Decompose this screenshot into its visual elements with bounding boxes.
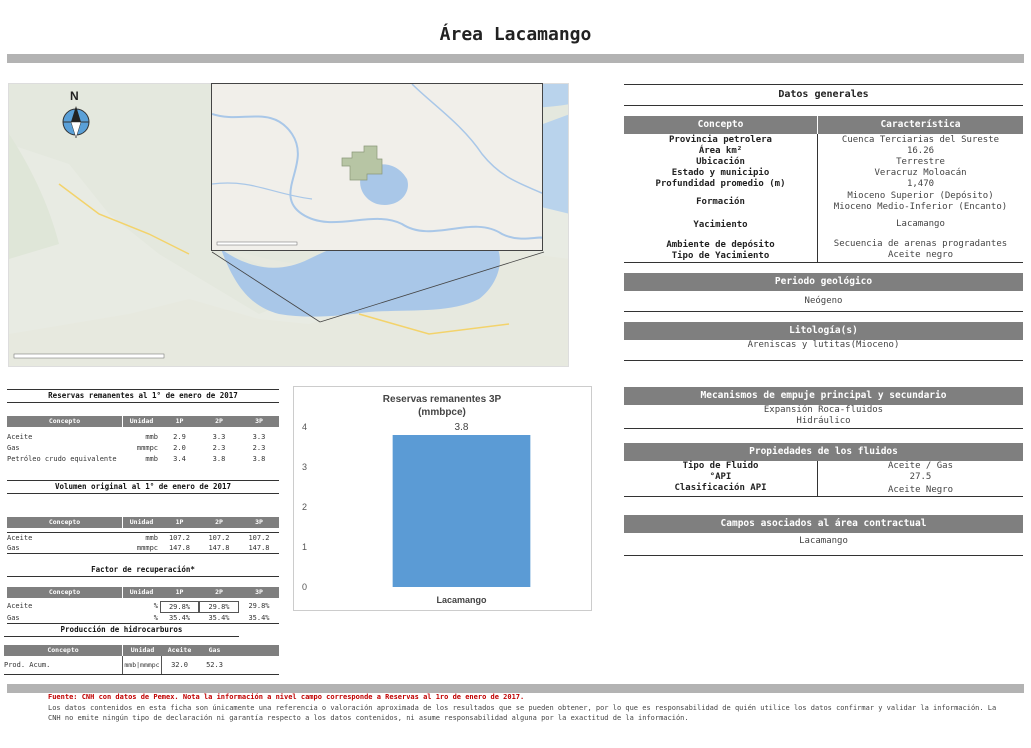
general-value: 1,470 bbox=[906, 179, 935, 189]
header-1p: 1P bbox=[175, 518, 184, 526]
general-key: Estado y municipio bbox=[671, 168, 770, 178]
cell: mmb|mmmpc bbox=[122, 656, 162, 674]
factor-title: Factor de recuperación* bbox=[7, 564, 279, 577]
cell: 3.3 bbox=[212, 433, 226, 441]
cell: 147.8 bbox=[168, 544, 191, 552]
header-concepto: Concepto bbox=[47, 646, 79, 654]
cell: Aceite bbox=[7, 602, 33, 610]
header-unidad: Unidad bbox=[122, 587, 160, 598]
chart-title: Reservas remanentes 3P bbox=[382, 394, 502, 405]
general-value: Mioceno Superior (Depósito) bbox=[847, 191, 994, 201]
general-key: Provincia petrolera bbox=[669, 135, 772, 145]
cell: mmmpc bbox=[136, 444, 158, 452]
produccion-header bbox=[4, 645, 279, 656]
category-label: Lacamango bbox=[436, 595, 487, 605]
bar-data-label: 3.8 bbox=[454, 422, 469, 433]
volumen-header bbox=[7, 517, 279, 528]
mecanismos-panel bbox=[624, 387, 1023, 429]
campos-panel bbox=[624, 515, 1023, 556]
general-value: Cuenca Terciarias del Sureste bbox=[841, 135, 1000, 145]
cell: Gas bbox=[7, 544, 20, 552]
table-row bbox=[4, 656, 279, 675]
mecanismos-value-2: Hidráulico bbox=[796, 416, 851, 426]
fluidos-title: Propiedades de los fluidos bbox=[624, 443, 1023, 461]
header-2p: 2P bbox=[215, 588, 223, 596]
factor-table bbox=[7, 564, 279, 624]
general-value: 16.26 bbox=[906, 146, 935, 156]
cell: 29.8% bbox=[248, 602, 270, 610]
cell: 29.8% bbox=[160, 601, 199, 613]
cell: Prod. Acum. bbox=[4, 661, 51, 669]
footer-source: Fuente: CNH con datos de Pemex. Nota la información a nivel campo corresponde a Reservas al 1ro de enero de 2017. bbox=[48, 693, 525, 701]
header-unidad: Unidad bbox=[122, 517, 160, 528]
general-key: Ambiente de depósito bbox=[666, 240, 775, 250]
fluido-value: Aceite / Gas bbox=[887, 461, 954, 471]
cell: 32.0 bbox=[171, 661, 188, 669]
cell: mmb bbox=[145, 433, 158, 441]
general-key: Ubicación bbox=[696, 157, 745, 167]
factor-header bbox=[7, 587, 279, 598]
bottom-divider bbox=[7, 684, 1024, 693]
header-concepto: Concepto bbox=[48, 417, 81, 425]
header-2p: 2P bbox=[215, 417, 223, 425]
header-concepto: Concepto bbox=[48, 518, 81, 526]
table-row bbox=[7, 533, 279, 543]
reservas-table bbox=[7, 389, 279, 465]
y-tick-label: 2 bbox=[302, 502, 308, 512]
cell: Aceite bbox=[7, 534, 33, 542]
campos-title: Campos asociados al área contractual bbox=[624, 515, 1023, 533]
chart-svg bbox=[294, 387, 591, 610]
header-unidad: Unidad bbox=[122, 416, 160, 427]
campos-value: Lacamango bbox=[799, 536, 848, 546]
cell: Aceite bbox=[7, 433, 33, 441]
table-row bbox=[7, 432, 279, 443]
table-row bbox=[7, 601, 279, 613]
table-row bbox=[7, 543, 279, 554]
header-concepto: Concepto bbox=[48, 588, 81, 596]
cell: % bbox=[153, 614, 158, 622]
cell: 2.9 bbox=[173, 433, 186, 441]
general-value: Terrestre bbox=[896, 157, 945, 167]
fluido-key: Clasificación API bbox=[674, 483, 767, 493]
volumen-table bbox=[7, 480, 279, 554]
cell: 107.2 bbox=[248, 534, 270, 542]
top-divider bbox=[7, 54, 1024, 63]
header-2p: 2P bbox=[215, 518, 223, 526]
volumen-title: Volumen original al 1° de enero de 2017 bbox=[7, 480, 279, 494]
cell: mmb bbox=[145, 534, 158, 542]
general-key: Área km² bbox=[698, 146, 743, 156]
footer-disclaimer: Los datos contenidos en esta ficha son únicamente una referencia o valoración aproximada de los resultados que se pueden obtener, por lo que es responsabilidad de quién utilice los datos confirmar y validar la información. La CNH no emite ningún tipo de declaración ni garantía respecto a los datos contenidos, ni asume responsabilidad alguna por la exactitud de la información. bbox=[48, 704, 997, 722]
general-title: Datos generales bbox=[778, 89, 869, 100]
general-value: Veracruz Moloacán bbox=[874, 168, 967, 178]
cell: 107.2 bbox=[208, 534, 230, 542]
reservas-title: Reservas remanentes al 1° de enero de 2017 bbox=[7, 389, 279, 403]
cell: 35.4% bbox=[208, 614, 230, 622]
produccion-table bbox=[4, 624, 279, 675]
cell: 147.8 bbox=[248, 544, 270, 552]
y-tick-label: 0 bbox=[302, 582, 308, 592]
y-tick-label: 4 bbox=[302, 422, 308, 432]
mecanismos-title: Mecanismos de empuje principal y secundario bbox=[624, 387, 1023, 405]
header-3p: 3P bbox=[255, 417, 263, 425]
cell: 29.8% bbox=[199, 601, 239, 613]
fluido-key: Tipo de Fluido bbox=[682, 461, 759, 471]
cell: 35.4% bbox=[168, 614, 191, 622]
litologia-panel bbox=[624, 322, 1023, 361]
fluido-key: °API bbox=[709, 472, 732, 482]
cell: 2.3 bbox=[212, 444, 226, 452]
cell: mmb bbox=[145, 455, 158, 463]
cell: 3.8 bbox=[252, 455, 266, 463]
general-key: Formación bbox=[696, 197, 745, 207]
table-row bbox=[7, 454, 279, 465]
header-unidad: Unidad bbox=[122, 645, 162, 656]
y-tick-label: 3 bbox=[302, 462, 308, 472]
cell: % bbox=[153, 602, 158, 610]
fluido-value: 27.5 bbox=[909, 472, 932, 482]
cell: Gas bbox=[7, 614, 20, 622]
cell: 3.3 bbox=[252, 433, 266, 441]
general-key: Profundidad promedio (m) bbox=[655, 179, 786, 189]
col-caracteristica: Característica bbox=[817, 116, 1023, 134]
table-row bbox=[7, 443, 279, 454]
periodo-title: Periodo geológico bbox=[624, 273, 1023, 291]
litologia-title: Litología(s) bbox=[624, 322, 1023, 340]
col-concepto: Concepto bbox=[697, 119, 744, 130]
cell: 3.8 bbox=[212, 455, 226, 463]
litologia-value: Areniscas y lutitas(Mioceno) bbox=[747, 340, 900, 350]
header-3p: 3P bbox=[255, 518, 263, 526]
periodo-panel bbox=[624, 273, 1023, 312]
inset-graphic bbox=[212, 84, 543, 251]
header-aceite: Aceite bbox=[167, 646, 192, 654]
general-key: Yacimiento bbox=[693, 220, 748, 230]
general-value: Lacamango bbox=[896, 219, 945, 229]
cell: 147.8 bbox=[208, 544, 230, 552]
cell: 107.2 bbox=[168, 534, 191, 542]
datos-generales-panel bbox=[624, 84, 1023, 263]
header-3p: 3P bbox=[255, 588, 263, 596]
header-1p: 1P bbox=[175, 417, 184, 425]
cell: 2.3 bbox=[252, 444, 266, 452]
cell: Petróleo crudo equivalente bbox=[7, 455, 117, 463]
general-value: Secuencia de arenas progradantes bbox=[833, 239, 1008, 249]
fluido-value: Aceite Negro bbox=[887, 485, 954, 495]
fluidos-panel bbox=[624, 443, 1023, 497]
reservas-3p-chart bbox=[293, 386, 592, 611]
general-value: Mioceno Medio-Inferior (Encanto) bbox=[833, 202, 1008, 212]
reservas-header bbox=[7, 416, 279, 427]
general-key: Tipo de Yacimiento bbox=[671, 251, 770, 261]
bar bbox=[393, 435, 531, 587]
cell: 3.4 bbox=[173, 455, 186, 463]
north-label: N bbox=[70, 89, 79, 103]
chart-subtitle: (mmbpce) bbox=[418, 407, 466, 418]
cell: mmmpc bbox=[136, 544, 158, 552]
scale-bar bbox=[14, 354, 164, 358]
inset-map[interactable] bbox=[211, 83, 543, 251]
mecanismos-value-1: Expansión Roca-fluidos bbox=[763, 405, 884, 415]
produccion-title: Producción de hidrocarburos bbox=[4, 624, 239, 637]
cell: 52.3 bbox=[206, 661, 223, 669]
table-row bbox=[7, 613, 279, 624]
cell: 35.4% bbox=[248, 614, 270, 622]
cell: 2.0 bbox=[173, 444, 186, 452]
page-title: Área Lacamango bbox=[439, 24, 592, 45]
header-gas: Gas bbox=[208, 646, 221, 654]
cell: Gas bbox=[7, 444, 20, 452]
general-value: Aceite negro bbox=[887, 250, 954, 260]
periodo-value: Neógeno bbox=[804, 296, 843, 306]
general-table bbox=[624, 134, 1023, 262]
y-tick-label: 1 bbox=[302, 542, 308, 552]
header-1p: 1P bbox=[175, 588, 184, 596]
